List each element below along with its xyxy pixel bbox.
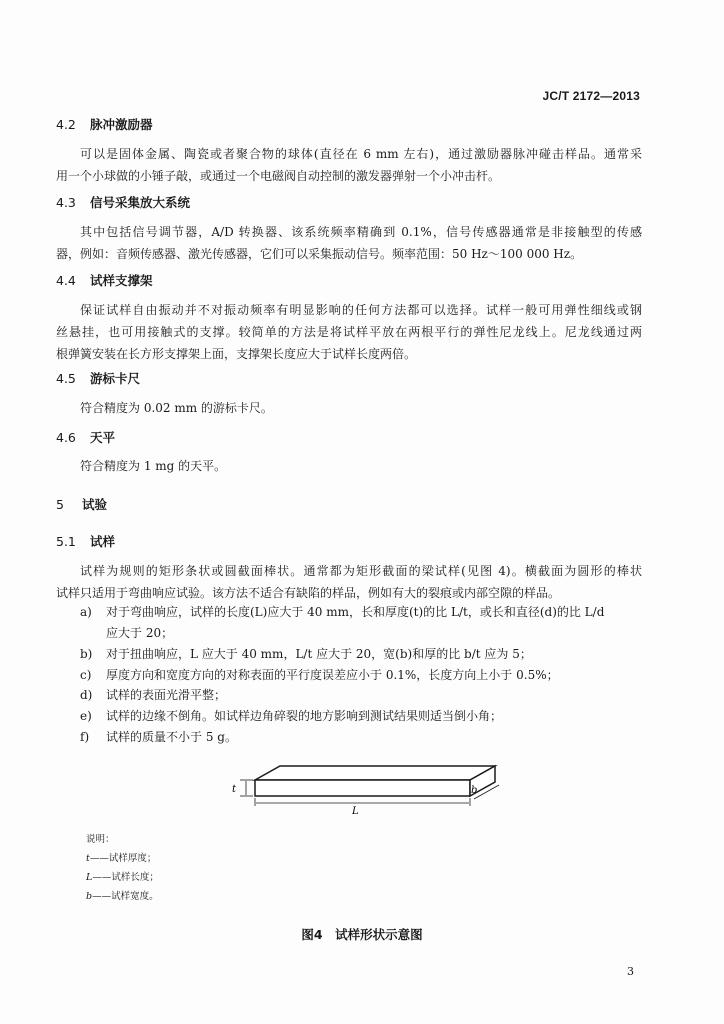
section-number: 4.5 — [56, 371, 76, 386]
text-line: 符合精度为 1 mg 的天平。 — [80, 459, 227, 473]
section-number: 4.3 — [56, 195, 76, 210]
list-item-b — [80, 645, 532, 662]
text-line: 用一个小球做的小锤子敲，或通过一个电磁阀自动控制的激发器弹射一个小冲击杆。 — [56, 169, 501, 183]
text-line: 试样只适用于弯曲响应试验。该方法不适合有缺陷的样品，例如有大的裂痕或内部空隙的样品。 — [56, 586, 561, 600]
section-number: 4.6 — [56, 430, 76, 445]
text-line: 保证试样自由振动并不对振动频率有明显影响的任何方法都可以选择。试样一般可用弹性细线或钢 — [80, 303, 642, 317]
list-text: 厚度方向和宽度方向的对称表面的平行度误差应小于 0.1%，长度方向上小于 0.5%； — [106, 668, 559, 682]
legend-title: 说明： — [86, 834, 115, 845]
list-label: a) — [80, 605, 92, 619]
list-text: 试样的表面光滑平整； — [106, 688, 227, 702]
legend-entry-b — [86, 887, 159, 906]
legend-entry-L — [86, 868, 159, 887]
specimen-figure — [220, 762, 510, 822]
list-text: 应大于 20； — [106, 626, 174, 640]
section-heading-4-5 — [56, 369, 140, 387]
section-title: 游标卡尺 — [90, 371, 141, 386]
section-number: 5.1 — [56, 534, 76, 549]
section-number: 4.4 — [56, 273, 76, 288]
thickness-label: t — [232, 784, 237, 795]
list-item-c — [80, 666, 559, 683]
legend-symbol: t — [86, 853, 90, 864]
section-heading-4-6 — [56, 428, 115, 446]
text-line: 试样为规则的矩形条状或圆截面棒状。通常都为矩形截面的梁试样(见图 4)。横截面为圆形的棒状 — [80, 564, 642, 578]
paragraph-5-1 — [56, 560, 642, 604]
specimen-front-face — [255, 780, 470, 796]
section-heading-4-2 — [56, 115, 153, 133]
legend-text: ——试样宽度。 — [92, 891, 159, 902]
legend-symbol: b — [86, 891, 93, 902]
list-text: 对于扭曲响应，L 应大于 40 mm，L/t 应大于 20，宽(b)和厚的比 b/t 应为 5； — [106, 647, 532, 661]
list-item-f — [80, 728, 237, 745]
section-title: 试验 — [82, 497, 108, 512]
section-heading-4-4 — [56, 271, 153, 289]
paragraph-4-5 — [80, 397, 273, 419]
section-number: 5 — [56, 497, 64, 512]
section-title: 试样 — [90, 534, 116, 549]
section-heading-4-3 — [56, 193, 190, 211]
page-number: 3 — [627, 965, 634, 978]
list-text: 试样的质量不小于 5 g。 — [106, 730, 237, 744]
list-item-d — [80, 686, 226, 703]
text-line: 器，例如：音频传感器、激光传感器，它们可以采集振动信号。频率范围：50 Hz～100 000 Hz。 — [56, 247, 583, 261]
document-code: JC/T 2172—2013 — [542, 89, 640, 103]
width-label: b — [471, 785, 478, 796]
legend-symbol: L — [86, 872, 93, 883]
text-line: 根弹簧安装在长方形支撑架上面，支撑架长度应大于试样长度两倍。 — [56, 347, 417, 361]
list-item-a-continued — [106, 624, 173, 641]
section-title: 信号采集放大系统 — [90, 195, 191, 210]
text-line: 其中包括信号调节器，A/D 转换器、该系统频率精确到 0.1%，信号传感器通常是非接触型的传感 — [80, 225, 642, 239]
section-heading-5-1 — [56, 532, 115, 550]
list-label: d) — [80, 688, 93, 702]
text-line: 可以是固体金属、陶瓷或者聚合物的球体(直径在 6 mm 左右)，通过激励器脉冲碰击样品。通常采 — [80, 147, 642, 161]
list-text: 试样的边缘不倒角。如试样边角碎裂的地方影响到测试结果则适当倒小角； — [106, 709, 503, 723]
text-line: 丝悬挂，也可用接触式的支撑。较简单的方法是将试样平放在两根平行的弹性尼龙线上。尼龙线通过两 — [56, 325, 642, 339]
list-label: b) — [80, 647, 93, 661]
list-label: c) — [80, 668, 92, 682]
list-item-e — [80, 707, 502, 724]
paragraph-4-4 — [56, 299, 642, 365]
section-title: 天平 — [90, 430, 116, 445]
section-title: 试样支撑架 — [90, 273, 153, 288]
specimen-top-face — [255, 766, 495, 780]
length-label: L — [352, 806, 359, 817]
paragraph-4-6 — [80, 455, 226, 477]
paragraph-4-3 — [56, 221, 642, 265]
list-label: e) — [80, 709, 92, 723]
section-title: 脉冲激励器 — [90, 117, 153, 132]
figure-caption: 图4 试样形状示意图 — [301, 927, 423, 942]
list-label: f) — [80, 730, 90, 744]
legend-text: ——试样厚度； — [89, 853, 157, 864]
text-line: 符合精度为 0.02 mm 的游标卡尺。 — [80, 401, 273, 415]
legend-text: ——试样长度； — [92, 872, 159, 883]
list-item-a — [80, 603, 604, 620]
legend-entry-t — [86, 849, 159, 868]
section-number: 4.2 — [56, 117, 76, 132]
figure-legend — [86, 830, 159, 906]
paragraph-4-2 — [56, 143, 642, 187]
list-text: 对于弯曲响应，试样的长度(L)应大于 40 mm，长和厚度(t)的比 L/t，或长和直径(d)的比 L/d — [106, 605, 605, 619]
section-heading-5 — [56, 495, 107, 513]
